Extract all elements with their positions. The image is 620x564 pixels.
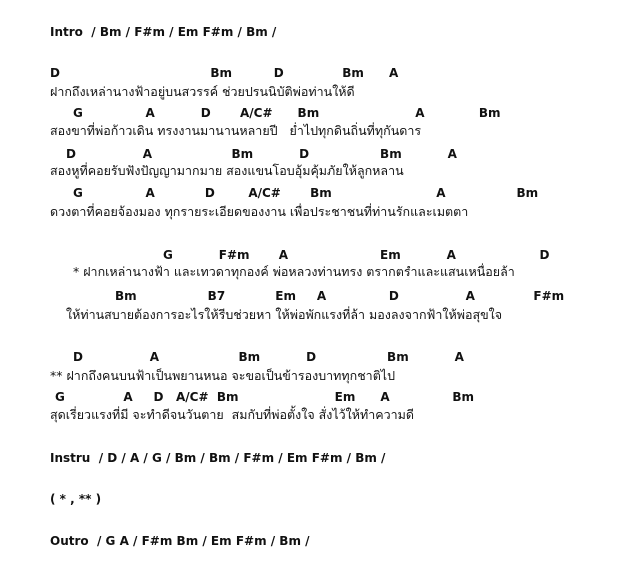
lyric-line: ดวงตาที่คอยจ้องมอง ทุกรายระเอียดของงาน เพื่อประชาชนที่ท่านรักและเมตตา bbox=[50, 204, 469, 219]
chord-line: G A D A/C# Bm Em A Bm bbox=[55, 390, 475, 404]
lyric-line: สุดเรี่ยวแรงที่มี จะทำดีจนวันตาย สมกับที่พ่อตั้งใจ สั่งไว้ให้ทำความดี bbox=[50, 407, 415, 422]
lyric-line: สองหูที่คอยรับฟังปัญญามากมาย สองแขนโอบอุ้มคุ้มภัยให้ลูกหลาน bbox=[50, 163, 404, 178]
chord-line: G A D A/C# Bm A Bm bbox=[73, 186, 539, 200]
chord-line: D A Bm D Bm A bbox=[73, 350, 464, 364]
chord-line: G A D A/C# Bm A Bm bbox=[73, 106, 501, 120]
chord-line: D Bm D Bm A bbox=[50, 66, 399, 80]
lyric-line: ให้ท่านสบายต้องการอะไรให้รีบช่วยหา ให้พ่อพักแรงที่ล้า มองลงจากฟ้าให้พ่อสุขใจ bbox=[66, 307, 503, 322]
intro-line: Intro / Bm / F#m / Em F#m / Bm / bbox=[50, 25, 277, 39]
lyric-line: ฝากถึงเหล่านางฟ้าอยู่บนสวรรค์ ช่วยปรนนิบัติพ่อท่านให้ดี bbox=[50, 84, 355, 99]
chord-line: Bm B7 Em A D A F#m bbox=[115, 289, 565, 303]
lyric-line: * ฝากเหล่านางฟ้า และเทวดาทุกองค์ พ่อหลวงท่านทรง ตรากตรำและแสนเหนื่อยล้า bbox=[73, 264, 515, 279]
instru-line: Instru / D / A / G / Bm / Bm / F#m / Em F#m / Bm / bbox=[50, 451, 386, 465]
chord-line: G F#m A Em A D bbox=[163, 248, 550, 262]
lyric-line: ** ฝากถึงคนบนฟ้าเป็นพยานหนอ จะขอเป็นข้ารองบาททุกชาติไป bbox=[50, 368, 396, 383]
repeat-line: ( * , ** ) bbox=[50, 492, 102, 506]
lyric-line: สองขาที่พ่อก้าวเดิน ทรงงานมานานหลายปี ย่ำไปทุกดินถิ่นที่ทุกันดาร bbox=[50, 123, 422, 138]
outro-line: Outro / G A / F#m Bm / Em F#m / Bm / bbox=[50, 534, 310, 548]
chord-line: D A Bm D Bm A bbox=[66, 147, 457, 161]
